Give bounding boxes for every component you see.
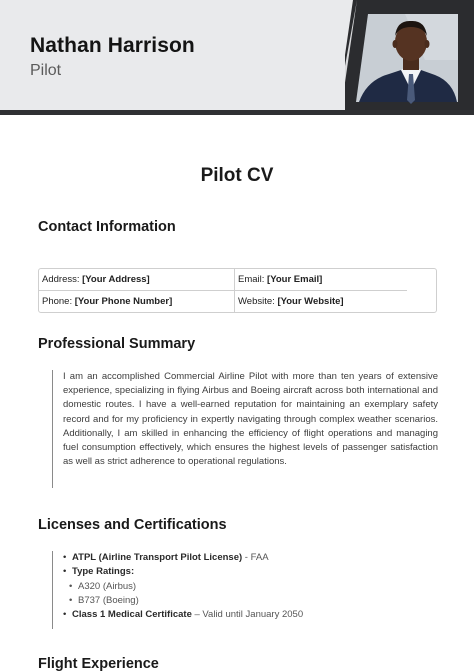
bullet-icon: • (69, 580, 73, 592)
email-value: [Your Email] (267, 274, 323, 285)
rating-b737: B737 (Boeing) (78, 594, 139, 606)
header-band (0, 0, 474, 112)
address-value: [Your Address] (82, 274, 150, 285)
atpl-title: ATPL (Airline Transport Pilot License) (72, 552, 243, 563)
licenses-section-title: Licenses and Certifications (38, 517, 227, 533)
type-ratings-title: Type Ratings: (72, 566, 135, 578)
portrait-image (345, 0, 474, 110)
list-item (63, 551, 432, 565)
list-item (63, 608, 432, 622)
contact-section-title: Contact Information (38, 219, 176, 235)
address-label: Address: (42, 274, 80, 285)
phone-value: [Your Phone Number] (74, 296, 173, 307)
document-title: Pilot CV (200, 165, 274, 186)
phone-cell (42, 296, 172, 307)
candidate-role: Pilot (30, 62, 62, 79)
contact-table (38, 268, 437, 313)
rating-a320: A320 (Airbus) (78, 580, 137, 592)
header-divider-bar (0, 110, 474, 115)
address-cell (42, 274, 150, 285)
website-cell (238, 296, 344, 307)
medical-detail: – Valid until January 2050 (191, 609, 304, 621)
email-cell (238, 274, 322, 285)
atpl-detail: - FAA (242, 552, 269, 563)
bullet-icon: • (63, 566, 67, 578)
phone-label: Phone: (42, 296, 73, 307)
summary-text: I am an accomplished Commercial Airline Pilot with more than ten years of extensive experience, specializing in flying Airbus and Boeing aircraft across both international and domestic routes. I have a well-earned reputation for maintaining an exemplary safety record and for my proficiency in expertly navigating through complex weather scenarios. Additionally, I am skilled in enhancing the efficiency of flight operations and managing fuel consumption effectively, which ensures the highest levels of passenger satisfaction as well as strict adherence to operational regulations. (63, 371, 438, 468)
list-item (63, 594, 432, 608)
medical-title: Class 1 Medical Certificate (72, 609, 192, 621)
bullet-icon: • (69, 594, 73, 606)
licenses-list (52, 551, 432, 629)
table-divider-horizontal (39, 290, 407, 291)
summary-block (52, 370, 438, 488)
email-label: Email: (238, 274, 265, 285)
bullet-icon: • (63, 552, 67, 563)
summary-section-title: Professional Summary (38, 336, 196, 352)
list-item (63, 565, 432, 579)
portrait-photo (345, 0, 474, 110)
experience-section-title: Flight Experience (38, 656, 159, 671)
candidate-name: Nathan Harrison (30, 34, 195, 57)
website-label: Website: (238, 296, 275, 307)
website-value: [Your Website] (277, 296, 344, 307)
list-item (63, 580, 432, 594)
bullet-icon: • (63, 609, 67, 621)
